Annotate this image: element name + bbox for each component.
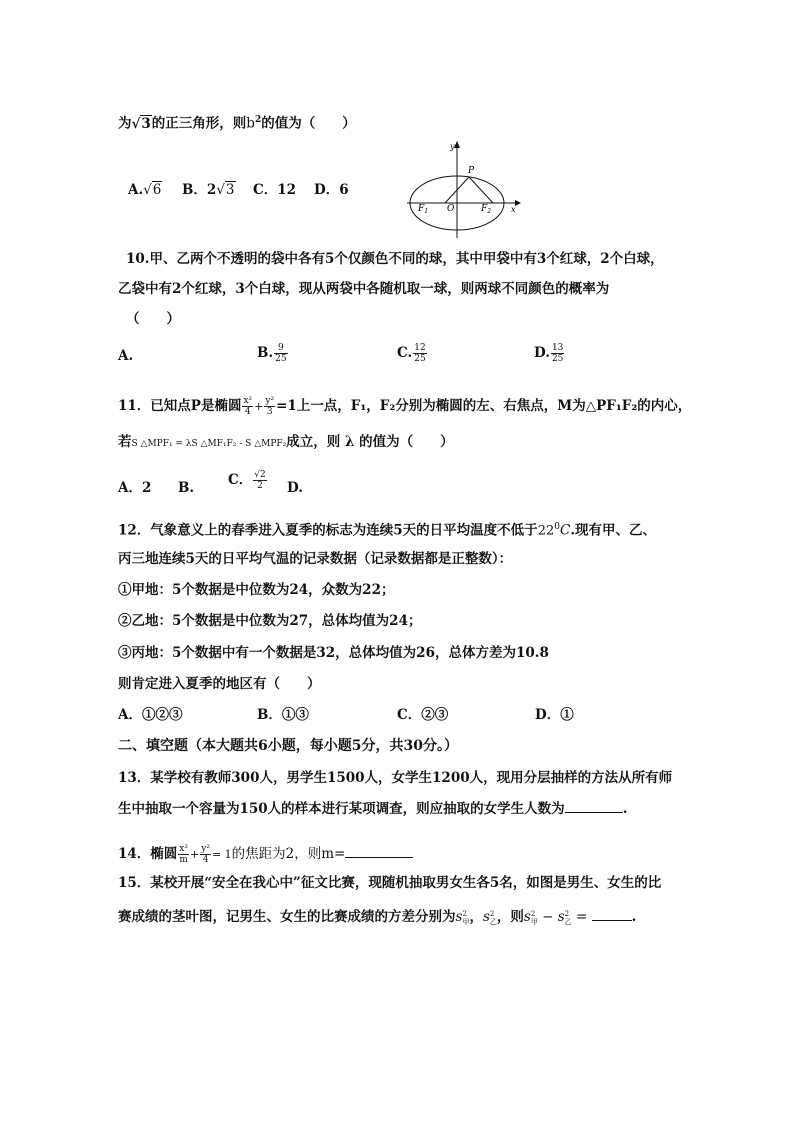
q11-area-expression: S △MPF₁ = λS △MF₁F₂ - S △MPF₂ xyxy=(131,439,287,449)
q10-line1: 10.甲、乙两个不透明的袋中各有5个仅颜色不同的球，其中甲袋中有3个红球，2个白球， xyxy=(126,251,664,267)
q12-option-a: A．①②③ xyxy=(118,707,183,723)
label-p: P xyxy=(468,166,475,176)
ellipse-figure xyxy=(405,140,530,242)
q11-option-a: A．2 xyxy=(118,480,152,496)
q13-line1: 13．某学校有教师300人，男学生1500人，女学生1200人，现用分层抽样的方法从所有师 xyxy=(118,770,673,786)
q12-line2: 丙三地连续5天的日平均气温的记录数据（记录数据都是正整数）： xyxy=(118,551,513,567)
section-heading: 二、填空题（本大题共6小题，每小题5分，共30分。） xyxy=(118,738,458,754)
q12-option-b: B．①③ xyxy=(257,707,309,723)
label-y: y xyxy=(450,142,455,151)
q15-line2: 赛成绩的茎叶图，记男生、女生的比赛成绩的方差分别为s 2 甲 ，s 2 乙 ，则s 2 甲 − s 2 乙 = . xyxy=(118,909,637,926)
q9-text-mid: 的正三角形，则 xyxy=(151,115,247,132)
y-axis-arrow xyxy=(454,141,460,148)
q12-line3: ①甲地：5个数据是中位数为24，众数为22； xyxy=(118,582,395,598)
label-f1: $F_1$ xyxy=(418,204,429,215)
q9-exp: 2 xyxy=(254,115,262,125)
q9-option-b: B．2√3 xyxy=(182,182,235,198)
q11-option-d: D. xyxy=(287,480,303,496)
q9-text-pre: 为 xyxy=(118,115,132,132)
q14-answer-blank xyxy=(345,845,413,858)
q12-line5: ③丙地：5个数据中有一个数据是32，总体均值为26，总体方差为10.8 xyxy=(118,645,549,661)
q10-line2: 乙袋中有2个红球，3个白球，现从两袋中各随机取一球，则两球不同颜色的概率为 xyxy=(118,281,610,297)
q10-option-d: D. $\frac{13}{25}$ xyxy=(534,343,564,364)
q13-answer-blank xyxy=(565,800,623,813)
label-f2: $F_2$ xyxy=(481,204,492,215)
q9-option-a: A.√6 xyxy=(128,182,162,198)
q15-answer-blank xyxy=(592,908,632,921)
label-x: x xyxy=(511,205,516,214)
q10-line3: （ ） xyxy=(126,311,180,327)
sqrt-3: √3 xyxy=(131,115,151,132)
q12-line1: 12．气象意义上的春季进入夏季的标志为连续5天的日平均温度不低于$22^0C$.现有甲、乙、 xyxy=(118,522,657,539)
q13-line2: 生中抽取一个容量为150人的样本进行某项调查，则应抽取的女学生人数为 . xyxy=(118,801,628,817)
x-axis-arrow xyxy=(515,200,521,206)
q12-option-c: C．②③ xyxy=(397,707,449,723)
q10-option-c: C. $\frac{12}{25}$ xyxy=(397,343,426,364)
q10-option-a: A. xyxy=(118,348,134,364)
q11-option-b: B. xyxy=(178,480,195,496)
label-o: O xyxy=(447,204,455,214)
triangle-pf1f2 xyxy=(445,177,493,203)
q9-line xyxy=(118,110,356,134)
q12-line4: ②乙地：5个数据是中位数为27，总体均值为24； xyxy=(118,613,422,629)
q9-text-post: 的值为（ ） xyxy=(261,115,356,132)
q12-option-d: D．① xyxy=(535,707,574,723)
q9-b: b xyxy=(246,115,255,132)
q9-option-d: D．6 xyxy=(314,182,349,198)
q11-line1: 11．已知点P是椭圆 $\frac{\text{x²}}{4}$ + $\frac{\text{y²}}{3}$ =1上一点，F₁，F₂分别为椭圆的左、右焦点，M为△PF₁F₂的内心， xyxy=(118,396,692,417)
q12-line6: 则肯定进入夏季的地区有（ ） xyxy=(118,676,321,692)
q9-option-c: C．12 xyxy=(253,182,297,198)
q11-line2: 若S △MPF₁ = λS △MF₁F₂ - S △MPF₂成立，则 λ 的值为（ ） xyxy=(118,434,454,450)
q15-line1: 15．某校开展“安全在我心中”征文比赛，现随机抽取男女生各5名，如图是男生、女生的比 xyxy=(118,875,662,891)
q11-option-c: C． $\frac{√2}{2}$ xyxy=(228,470,266,491)
q10-option-b: B. $\frac{9}{25}$ xyxy=(257,343,287,364)
q14-line: 14．椭圆 $\frac{\text{x²}}{m}$ + $\frac{\text{y²}}{4}$ = 1的焦距为2，则m= xyxy=(118,844,413,865)
